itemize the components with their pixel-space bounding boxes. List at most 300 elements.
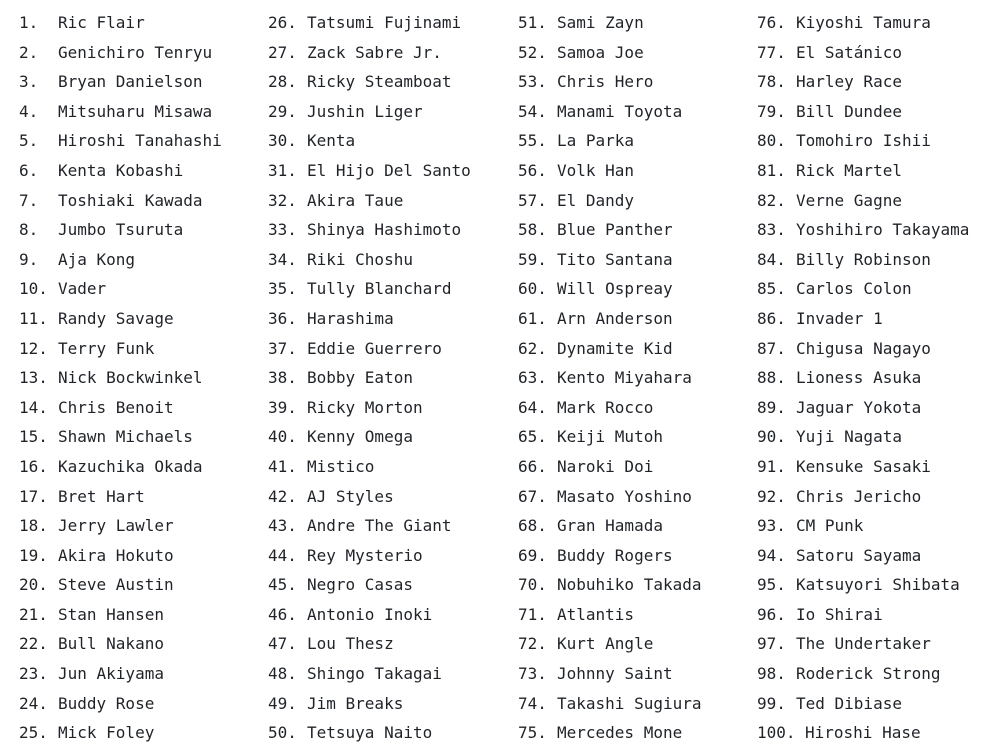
list-item <box>518 274 702 304</box>
list-item <box>268 186 471 216</box>
list-item-name: Mistico <box>307 456 375 476</box>
list-item <box>19 67 222 97</box>
list-item-number: 23. <box>19 664 48 684</box>
list-item-number: 12. <box>19 338 48 358</box>
list-item-number: 76. <box>757 13 786 32</box>
list-item <box>518 156 702 186</box>
list-item <box>19 718 222 748</box>
list-item-number: 24. <box>19 693 48 713</box>
list-item-number: 38. <box>268 368 297 388</box>
list-item-number: 74. <box>518 693 547 713</box>
list-item <box>19 97 222 127</box>
list-item-number: 73. <box>518 664 547 684</box>
list-item-number: 19. <box>19 545 48 565</box>
list-item-number: 99. <box>757 693 786 713</box>
list-item-name: Kazuchika Okada <box>58 456 203 476</box>
list-item-number: 42. <box>268 486 297 506</box>
list-item-name: Shingo Takagai <box>307 664 442 684</box>
list-item-number: 54. <box>518 101 547 121</box>
list-item-name: Invader 1 <box>796 308 883 328</box>
list-item-name: Hiroshi Tanahashi <box>58 131 222 151</box>
list-item-number: 87. <box>757 338 786 358</box>
list-item-name: Genichiro Tenryu <box>58 42 213 62</box>
list-item-number: 84. <box>757 249 786 269</box>
list-item-number: 56. <box>518 160 547 180</box>
list-item <box>19 38 222 68</box>
list-item <box>268 629 471 659</box>
list-item-number: 39. <box>268 397 297 417</box>
list-item <box>19 659 222 689</box>
list-item-number: 35. <box>268 279 297 299</box>
list-item <box>268 659 471 689</box>
list-item <box>19 393 222 423</box>
list-column-3 <box>518 8 702 748</box>
list-item <box>19 629 222 659</box>
list-item-name: Toshiaki Kawada <box>58 190 203 210</box>
list-item-name: Buddy Rogers <box>557 545 673 565</box>
list-item-name: Ricky Morton <box>307 397 423 417</box>
list-item-name: Kensuke Sasaki <box>796 456 931 476</box>
list-item <box>268 245 471 275</box>
list-item-name: Carlos Colon <box>796 279 912 299</box>
list-item <box>518 186 702 216</box>
list-item-number: 1. <box>19 13 39 32</box>
list-item-name: Stan Hansen <box>58 604 164 624</box>
list-column-1 <box>19 8 222 748</box>
list-item-number: 30. <box>268 131 297 151</box>
list-item-number: 69. <box>518 545 547 565</box>
list-item-name: Bobby Eaton <box>307 368 413 388</box>
list-item-number: 53. <box>518 72 547 92</box>
list-item <box>757 452 969 482</box>
list-item <box>518 541 702 571</box>
list-item-name: Kenta Kobashi <box>58 160 184 180</box>
list-item-name: Arn Anderson <box>557 308 673 328</box>
list-item-name: Kenta <box>307 131 356 151</box>
list-item-name: Mick Foley <box>58 723 155 743</box>
list-item-number: 50. <box>268 723 297 743</box>
list-item-name: Billy Robinson <box>796 249 931 269</box>
list-item-name: Jumbo Tsuruta <box>58 220 184 240</box>
list-item <box>19 511 222 541</box>
list-item-name: Vader <box>58 279 107 299</box>
list-item-number: 26. <box>268 13 297 32</box>
list-item <box>19 186 222 216</box>
list-item-name: Will Ospreay <box>557 279 673 299</box>
list-item-name: Nobuhiko Takada <box>557 575 702 595</box>
list-item-number: 96. <box>757 604 786 624</box>
list-item-name: Tomohiro Ishii <box>796 131 931 151</box>
list-item <box>518 304 702 334</box>
list-item <box>757 600 969 630</box>
list-item <box>19 274 222 304</box>
list-item-number: 58. <box>518 220 547 240</box>
list-item <box>757 334 969 364</box>
list-item-number: 93. <box>757 516 786 536</box>
list-item <box>268 511 471 541</box>
list-item <box>518 334 702 364</box>
list-item-name: Rey Mysterio <box>307 545 423 565</box>
list-item <box>757 422 969 452</box>
list-item <box>757 393 969 423</box>
list-item <box>518 659 702 689</box>
list-item-name: Jerry Lawler <box>58 516 174 536</box>
list-item-number: 21. <box>19 604 48 624</box>
list-item-name: Johnny Saint <box>557 664 673 684</box>
list-item <box>268 600 471 630</box>
list-item <box>757 541 969 571</box>
list-item-name: Kurt Angle <box>557 634 654 654</box>
list-item-number: 7. <box>19 190 39 210</box>
list-item-number: 3. <box>19 72 39 92</box>
list-item-number: 100. <box>757 723 796 743</box>
list-item <box>757 570 969 600</box>
list-item-name: Tully Blanchard <box>307 279 452 299</box>
list-item-name: La Parka <box>557 131 635 151</box>
list-item <box>518 422 702 452</box>
list-item-number: 5. <box>19 131 39 151</box>
list-item-name: Gran Hamada <box>557 516 663 536</box>
list-item-name: Keiji Mutoh <box>557 427 663 447</box>
list-item-number: 20. <box>19 575 48 595</box>
list-item-number: 62. <box>518 338 547 358</box>
list-item-number: 29. <box>268 101 297 121</box>
list-item <box>19 600 222 630</box>
list-item <box>19 245 222 275</box>
list-item <box>757 274 969 304</box>
list-item <box>757 718 969 748</box>
list-item-name: Dynamite Kid <box>557 338 673 358</box>
list-column-4 <box>757 8 969 748</box>
list-item <box>518 629 702 659</box>
list-item <box>757 689 969 719</box>
list-item <box>757 215 969 245</box>
list-item-number: 77. <box>757 42 786 62</box>
list-item <box>518 511 702 541</box>
list-item-name: El Dandy <box>557 190 635 210</box>
list-item <box>518 245 702 275</box>
list-item <box>757 38 969 68</box>
list-item-name: Shawn Michaels <box>58 427 193 447</box>
list-item-name: The Undertaker <box>796 634 931 654</box>
list-item-number: 79. <box>757 101 786 121</box>
list-item <box>757 304 969 334</box>
list-item <box>518 8 702 38</box>
list-item-name: Aja Kong <box>58 249 136 269</box>
list-item-name: AJ Styles <box>307 486 394 506</box>
list-item-number: 82. <box>757 190 786 210</box>
list-item <box>268 304 471 334</box>
list-item-number: 16. <box>19 456 48 476</box>
list-item-number: 60. <box>518 279 547 299</box>
list-item-name: Mark Rocco <box>557 397 654 417</box>
list-item-name: Takashi Sugiura <box>557 693 702 713</box>
list-item-name: Zack Sabre Jr. <box>307 42 442 62</box>
list-item-name: Chris Hero <box>557 72 654 92</box>
list-item-number: 55. <box>518 131 547 151</box>
list-item-number: 28. <box>268 72 297 92</box>
list-item-name: Verne Gagne <box>796 190 902 210</box>
list-item-number: 37. <box>268 338 297 358</box>
list-item-number: 94. <box>757 545 786 565</box>
list-item-number: 15. <box>19 427 48 447</box>
list-item-number: 89. <box>757 397 786 417</box>
list-item <box>757 97 969 127</box>
list-item-name: Bill Dundee <box>796 101 902 121</box>
list-item-number: 68. <box>518 516 547 536</box>
list-item <box>518 363 702 393</box>
list-item-number: 65. <box>518 427 547 447</box>
list-item-number: 27. <box>268 42 297 62</box>
list-item <box>757 659 969 689</box>
list-item <box>19 541 222 571</box>
list-item <box>268 215 471 245</box>
list-item-number: 72. <box>518 634 547 654</box>
list-item-number: 80. <box>757 131 786 151</box>
list-item <box>268 422 471 452</box>
list-item <box>268 156 471 186</box>
list-item-name: Kenny Omega <box>307 427 413 447</box>
list-item-name: Jushin Liger <box>307 101 423 121</box>
list-item-name: Rick Martel <box>796 160 902 180</box>
list-item <box>268 482 471 512</box>
list-item <box>518 689 702 719</box>
list-item <box>757 245 969 275</box>
list-item-name: Yoshihiro Takayama <box>796 220 970 240</box>
list-item-number: 41. <box>268 456 297 476</box>
list-item-number: 81. <box>757 160 786 180</box>
list-item-name: Jun Akiyama <box>58 664 164 684</box>
list-item-name: El Hijo Del Santo <box>307 160 471 180</box>
list-item-name: Atlantis <box>557 604 635 624</box>
list-item-number: 40. <box>268 427 297 447</box>
list-item <box>518 215 702 245</box>
list-item-number: 95. <box>757 575 786 595</box>
list-item <box>268 334 471 364</box>
list-item-number: 92. <box>757 486 786 506</box>
list-item <box>518 570 702 600</box>
list-item-number: 98. <box>757 664 786 684</box>
list-item-number: 33. <box>268 220 297 240</box>
list-column-2 <box>268 8 471 748</box>
list-item-number: 90. <box>757 427 786 447</box>
list-item <box>19 304 222 334</box>
list-item-number: 78. <box>757 72 786 92</box>
list-item-name: Steve Austin <box>58 575 174 595</box>
list-item <box>268 570 471 600</box>
list-item <box>19 156 222 186</box>
list-item-number: 67. <box>518 486 547 506</box>
list-item <box>19 689 222 719</box>
list-item-name: Mercedes Mone <box>557 723 683 743</box>
list-item-number: 88. <box>757 368 786 388</box>
list-item <box>268 363 471 393</box>
list-item <box>19 422 222 452</box>
list-item <box>19 482 222 512</box>
list-item <box>268 452 471 482</box>
list-item-number: 4. <box>19 101 39 121</box>
list-item-name: Ricky Steamboat <box>307 72 452 92</box>
list-item-number: 11. <box>19 308 48 328</box>
list-item <box>518 126 702 156</box>
list-item <box>19 452 222 482</box>
list-item-number: 57. <box>518 190 547 210</box>
list-item-number: 49. <box>268 693 297 713</box>
list-item <box>757 67 969 97</box>
list-item-number: 64. <box>518 397 547 417</box>
list-item-number: 8. <box>19 220 39 240</box>
list-item <box>518 38 702 68</box>
list-item-name: Hiroshi Hase <box>805 723 921 743</box>
list-item <box>268 718 471 748</box>
list-item <box>268 393 471 423</box>
list-item-name: Harley Race <box>796 72 902 92</box>
list-item-number: 25. <box>19 723 48 743</box>
list-item-number: 31. <box>268 160 297 180</box>
list-item-number: 18. <box>19 516 48 536</box>
list-item-name: Negro Casas <box>307 575 413 595</box>
list-item <box>19 363 222 393</box>
list-item <box>268 67 471 97</box>
list-item <box>518 452 702 482</box>
list-item-name: Bull Nakano <box>58 634 164 654</box>
list-item-number: 75. <box>518 723 547 743</box>
list-item-name: Buddy Rose <box>58 693 155 713</box>
list-item-number: 10. <box>19 279 48 299</box>
list-item-name: Chigusa Nagayo <box>796 338 931 358</box>
list-item-number: 48. <box>268 664 297 684</box>
list-item-name: Masato Yoshino <box>557 486 692 506</box>
list-item-name: Katsuyori Shibata <box>796 575 960 595</box>
list-item-name: Akira Hokuto <box>58 545 174 565</box>
list-item-name: Mitsuharu Misawa <box>58 101 213 121</box>
list-item-number: 71. <box>518 604 547 624</box>
list-item <box>19 570 222 600</box>
list-item-name: Shinya Hashimoto <box>307 220 462 240</box>
list-item <box>518 718 702 748</box>
list-item <box>757 126 969 156</box>
list-item-name: Ted Dibiase <box>796 693 902 713</box>
list-item-number: 59. <box>518 249 547 269</box>
list-item-number: 43. <box>268 516 297 536</box>
list-item-name: Eddie Guerrero <box>307 338 442 358</box>
list-item-name: Bryan Danielson <box>58 72 203 92</box>
list-item-number: 61. <box>518 308 547 328</box>
list-item <box>757 186 969 216</box>
list-item-name: Riki Choshu <box>307 249 413 269</box>
list-item-number: 9. <box>19 249 39 269</box>
list-item-name: Antonio Inoki <box>307 604 433 624</box>
list-item-name: Tito Santana <box>557 249 673 269</box>
list-item-number: 66. <box>518 456 547 476</box>
list-item-number: 34. <box>268 249 297 269</box>
list-item-name: Nick Bockwinkel <box>58 368 203 388</box>
list-item-number: 91. <box>757 456 786 476</box>
list-item-number: 46. <box>268 604 297 624</box>
list-item-name: Terry Funk <box>58 338 155 358</box>
list-item-number: 63. <box>518 368 547 388</box>
list-item-number: 14. <box>19 397 48 417</box>
list-item <box>19 334 222 364</box>
list-item-number: 2. <box>19 42 39 62</box>
list-item-number: 32. <box>268 190 297 210</box>
list-item-name: Chris Jericho <box>796 486 922 506</box>
list-item-number: 97. <box>757 634 786 654</box>
list-item <box>19 215 222 245</box>
list-item-number: 70. <box>518 575 547 595</box>
list-item-name: Akira Taue <box>307 190 404 210</box>
list-item <box>757 8 969 38</box>
list-item-name: El Satánico <box>796 42 902 62</box>
list-item-number: 51. <box>518 13 547 32</box>
list-item-name: Samoa Joe <box>557 42 644 62</box>
list-item <box>757 156 969 186</box>
list-item <box>268 126 471 156</box>
list-item <box>518 393 702 423</box>
list-item <box>268 8 471 38</box>
list-item <box>268 541 471 571</box>
list-item-name: Jim Breaks <box>307 693 404 713</box>
list-item <box>518 67 702 97</box>
list-item <box>268 97 471 127</box>
list-item-name: Naroki Doi <box>557 456 654 476</box>
list-item-number: 22. <box>19 634 48 654</box>
list-item-name: Kento Miyahara <box>557 368 692 388</box>
list-item <box>518 97 702 127</box>
list-item-name: Randy Savage <box>58 308 174 328</box>
list-item-name: Roderick Strong <box>796 664 941 684</box>
list-item-name: Io Shirai <box>796 604 883 624</box>
list-item <box>268 38 471 68</box>
list-item-number: 6. <box>19 160 39 180</box>
list-item-number: 36. <box>268 308 297 328</box>
list-item-name: Andre The Giant <box>307 516 452 536</box>
list-item <box>19 8 222 38</box>
list-item-number: 44. <box>268 545 297 565</box>
list-item <box>268 274 471 304</box>
list-item-name: Blue Panther <box>557 220 673 240</box>
list-item-name: Yuji Nagata <box>796 427 902 447</box>
list-item-name: Bret Hart <box>58 486 145 506</box>
list-item <box>518 600 702 630</box>
list-item-number: 17. <box>19 486 48 506</box>
list-item-name: Chris Benoit <box>58 397 174 417</box>
list-item-name: Jaguar Yokota <box>796 397 922 417</box>
list-item-name: Lioness Asuka <box>796 368 922 388</box>
list-item-name: Tetsuya Naito <box>307 723 433 743</box>
list-item-number: 47. <box>268 634 297 654</box>
list-item-name: Satoru Sayama <box>796 545 922 565</box>
list-item-name: Ric Flair <box>58 13 145 32</box>
list-item-name: Tatsumi Fujinami <box>307 13 462 32</box>
list-item-number: 83. <box>757 220 786 240</box>
list-item <box>757 482 969 512</box>
list-item <box>757 363 969 393</box>
list-item-name: Kiyoshi Tamura <box>796 13 931 32</box>
list-item-number: 85. <box>757 279 786 299</box>
list-item-name: Sami Zayn <box>557 13 644 32</box>
list-item-name: Volk Han <box>557 160 635 180</box>
list-item <box>757 511 969 541</box>
list-item-name: Lou Thesz <box>307 634 394 654</box>
list-item <box>757 629 969 659</box>
list-item <box>518 482 702 512</box>
list-item <box>19 126 222 156</box>
list-item-name: Manami Toyota <box>557 101 683 121</box>
list-item-name: Harashima <box>307 308 394 328</box>
list-item-number: 86. <box>757 308 786 328</box>
list-item-number: 52. <box>518 42 547 62</box>
